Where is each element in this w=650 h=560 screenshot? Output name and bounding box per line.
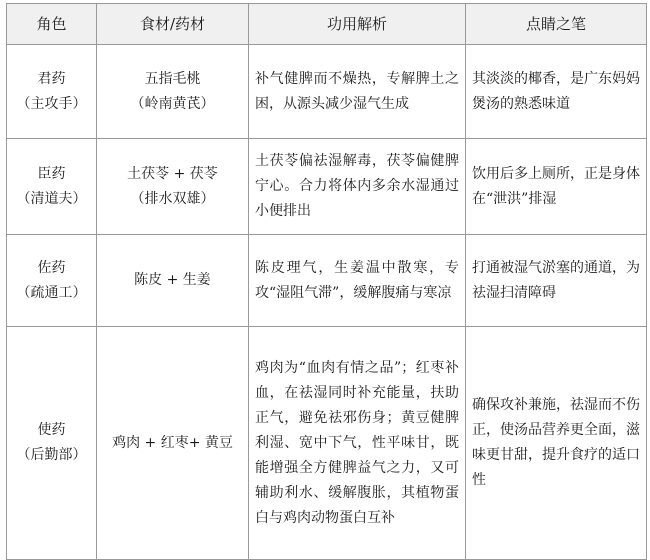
ingredient-cell [97, 235, 249, 327]
role-name: 臣药 [37, 165, 66, 182]
function-cell: 陈皮理气，生姜温中散寒，专攻“湿阻气滞”，缓解腹痛与寒凉 [249, 235, 466, 327]
role-alias: （后勤部） [16, 447, 87, 463]
role-cell [7, 139, 97, 235]
note-cell: 打通被湿气淤塞的通道，为祛湿扫清障碍 [466, 235, 647, 327]
ingredient-name: 鸡肉 + 红枣+ 黄豆 [112, 434, 233, 451]
ingredient-sub: （岭南黄芪） [130, 95, 215, 112]
header-note: 点睛之笔 [466, 4, 647, 45]
header-row [7, 4, 647, 45]
table-header [7, 4, 647, 45]
table-row-chen [7, 139, 647, 235]
header-ingredient: 食材/药材 [97, 4, 249, 45]
herb-role-table [6, 3, 647, 560]
ingredient-name: 土茯苓 + 茯苓 [127, 165, 218, 182]
note-cell: 饮用后多上厕所，正是身体在“泄洪”排湿 [466, 139, 647, 235]
table-row-shi [7, 327, 647, 560]
ingredient-sub: （排水双雄） [130, 190, 215, 207]
ingredient-name: 五指毛桃 [144, 70, 201, 87]
role-alias: （主攻手） [16, 95, 87, 112]
function-cell: 补气健脾而不燥热，专解脾土之困，从源头减少湿气生成 [249, 45, 466, 139]
role-alias: （清道夫） [16, 190, 87, 207]
ingredient-cell [97, 139, 249, 235]
ingredient-cell [97, 327, 249, 560]
role-cell [7, 45, 97, 139]
table-body [7, 45, 647, 560]
table-row-zuo [7, 235, 647, 327]
role-cell [7, 327, 97, 560]
function-cell: 鸡肉为“血肉有情之品”；红枣补血，在祛湿同时补充能量，扶助正气，避免祛邪伤身；黄豆健脾利湿、宽中下气，性平味甘，既能增强全方健脾益气之力，又可辅助利水、缓解腹胀，其植物蛋白与鸡肉动物蛋白互补 [249, 327, 466, 560]
header-role: 角色 [7, 4, 97, 45]
ingredient-cell [97, 45, 249, 139]
role-alias: （疏通工） [16, 284, 87, 301]
ingredient-name: 陈皮 + 生姜 [134, 272, 211, 288]
role-name: 佐药 [37, 259, 66, 276]
role-name: 君药 [37, 70, 66, 87]
header-function: 功用解析 [249, 4, 466, 45]
table-row-jun [7, 45, 647, 139]
function-cell: 土茯苓偏祛湿解毒，茯苓偏健脾宁心。合力将体内多余水湿通过小便排出 [249, 139, 466, 235]
note-cell: 确保攻补兼施，祛湿而不伤正，使汤品营养更全面，滋味更甘甜，提升食疗的适口性 [466, 327, 647, 560]
role-cell [7, 235, 97, 327]
role-name: 使药 [37, 422, 66, 438]
note-cell: 其淡淡的椰香，是广东妈妈煲汤的熟悉味道 [466, 45, 647, 139]
